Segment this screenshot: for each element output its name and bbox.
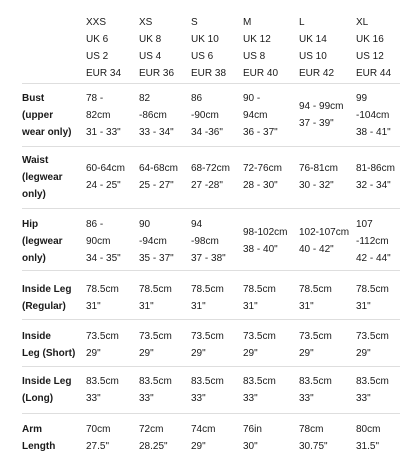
measurement-cell — [191, 328, 224, 362]
row-label — [22, 373, 71, 407]
measurement-cell-line: 29" — [139, 348, 154, 359]
size-header — [299, 14, 334, 82]
measurement-cell-line: 29" — [86, 348, 101, 359]
measurement-cell-line: 31" — [243, 301, 258, 312]
size-header-line: M — [243, 17, 252, 28]
measurement-cell — [356, 281, 389, 315]
size-header — [191, 14, 226, 82]
measurement-cell-line: 83.5cm — [191, 376, 224, 387]
row-divider — [22, 413, 400, 414]
measurement-cell — [139, 328, 172, 362]
measurement-cell-line: 33" — [299, 393, 314, 404]
measurement-cell-line: 78.5cm — [86, 284, 119, 295]
measurement-cell-line: 94cm — [243, 110, 268, 121]
measurement-cell — [356, 373, 389, 407]
measurement-cell-line: 64-68cm — [139, 163, 178, 174]
measurement-cell-line: 34 -36" — [191, 127, 223, 138]
measurement-cell-line: 90 - — [243, 93, 261, 104]
measurement-cell-line: -98cm — [191, 236, 219, 247]
measurement-cell — [243, 281, 276, 315]
row-divider — [22, 366, 400, 367]
measurement-cell — [356, 90, 391, 141]
row-label-line: (upper — [22, 110, 54, 121]
row-label-line: Length — [22, 441, 56, 452]
size-header-line: UK 12 — [243, 34, 271, 45]
measurement-cell-line: 78.5cm — [243, 284, 276, 295]
measurement-cell — [139, 160, 178, 194]
measurement-cell — [299, 281, 332, 315]
size-header-line: EUR 38 — [191, 68, 227, 79]
size-header — [243, 14, 278, 82]
measurement-cell-line: 78cm — [299, 424, 324, 435]
measurement-cell — [139, 216, 174, 267]
row-label — [22, 281, 71, 315]
size-header-line: EUR 36 — [139, 68, 175, 79]
measurement-cell-line: 33" — [356, 393, 371, 404]
measurement-cell-line: 29" — [191, 441, 206, 452]
measurement-cell-line: 86 — [191, 93, 203, 104]
row-label-line: Arm — [22, 424, 43, 435]
measurement-cell-line: 29" — [299, 348, 314, 359]
measurement-cell-line: 29" — [243, 348, 258, 359]
measurement-cell-line: 33" — [139, 393, 154, 404]
size-header-line: S — [191, 17, 198, 28]
measurement-cell-line: -112cm — [356, 236, 389, 247]
measurement-cell — [86, 90, 121, 141]
measurement-cell — [191, 373, 224, 407]
measurement-cell-line: 29" — [356, 348, 371, 359]
measurement-cell — [299, 328, 332, 362]
measurement-cell — [299, 224, 349, 258]
measurement-cell-line: 42 - 44" — [356, 253, 391, 264]
measurement-cell-line: 73.5cm — [86, 331, 119, 342]
row-divider — [22, 146, 400, 147]
size-header-line: US 4 — [139, 51, 162, 62]
measurement-cell-line: 83.5cm — [356, 376, 389, 387]
row-label — [22, 421, 55, 455]
size-header-line: XS — [139, 17, 153, 28]
measurement-cell-line: 82cm — [86, 110, 111, 121]
measurement-cell — [299, 98, 343, 132]
measurement-cell-line: 31" — [139, 301, 154, 312]
row-label-line: only) — [22, 189, 46, 200]
measurement-cell-line: 90cm — [86, 236, 111, 247]
measurement-cell-line: 36 - 37" — [243, 127, 278, 138]
row-label-line: wear only) — [22, 127, 72, 138]
size-header — [139, 14, 174, 82]
size-header — [356, 14, 391, 82]
size-header-line: UK 8 — [139, 34, 162, 45]
measurement-cell-line: 33 - 34" — [139, 127, 174, 138]
row-label-line: Leg (Short) — [22, 348, 76, 359]
measurement-cell-line: 81-86cm — [356, 163, 395, 174]
measurement-cell-line: 30 - 32" — [299, 180, 334, 191]
measurement-cell-line: 99 — [356, 93, 368, 104]
measurement-cell — [191, 421, 215, 455]
measurement-cell — [243, 90, 278, 141]
measurement-cell-line: 33" — [243, 393, 258, 404]
row-label-line: (Long) — [22, 393, 54, 404]
size-header-line: EUR 44 — [356, 68, 392, 79]
measurement-cell-line: 29" — [191, 348, 206, 359]
measurement-cell-line: 80cm — [356, 424, 381, 435]
measurement-cell-line: 78.5cm — [139, 284, 172, 295]
row-label-line: Inside Leg — [22, 284, 72, 295]
row-divider — [22, 208, 400, 209]
measurement-cell-line: 37 - 39" — [299, 118, 334, 129]
measurement-cell — [243, 373, 276, 407]
row-label-line: (legwear — [22, 236, 63, 247]
measurement-cell-line: 83.5cm — [243, 376, 276, 387]
measurement-cell-line: 86 - — [86, 219, 104, 230]
measurement-cell-line: 102-107cm — [299, 227, 350, 238]
measurement-cell — [191, 281, 224, 315]
measurement-cell-line: 31" — [86, 301, 101, 312]
measurement-cell — [139, 373, 172, 407]
measurement-cell — [243, 421, 262, 455]
measurement-cell-line: 94 - 99cm — [299, 101, 344, 112]
measurement-cell — [299, 160, 338, 194]
measurement-cell-line: 73.5cm — [191, 331, 224, 342]
measurement-cell — [243, 160, 282, 194]
measurement-cell-line: 40 - 42" — [299, 244, 334, 255]
measurement-cell-line: 78.5cm — [356, 284, 389, 295]
measurement-cell-line: 68-72cm — [191, 163, 230, 174]
measurement-cell — [139, 281, 172, 315]
measurement-cell — [86, 328, 119, 362]
measurement-cell-line: 33" — [191, 393, 206, 404]
measurement-cell — [299, 421, 328, 455]
measurement-cell-line: 35 - 37" — [139, 253, 174, 264]
row-label-line: Hip — [22, 219, 39, 230]
measurement-cell-line: 31 - 33" — [86, 127, 121, 138]
row-label — [22, 216, 63, 267]
measurement-cell-line: 83.5cm — [86, 376, 119, 387]
measurement-cell-line: 73.5cm — [139, 331, 172, 342]
measurement-cell-line: 24 - 25" — [86, 180, 121, 191]
measurement-cell-line: 73.5cm — [356, 331, 389, 342]
size-header-line: US 2 — [86, 51, 109, 62]
size-header-line: EUR 42 — [299, 68, 335, 79]
measurement-cell-line: 31" — [191, 301, 206, 312]
measurement-cell-line: 25 - 27" — [139, 180, 174, 191]
measurement-cell — [299, 373, 332, 407]
measurement-cell — [356, 328, 389, 362]
measurement-cell-line: 107 — [356, 219, 373, 230]
measurement-cell-line: 38 - 41" — [356, 127, 391, 138]
size-header-line: EUR 34 — [86, 68, 122, 79]
measurement-cell-line: 76in — [243, 424, 262, 435]
measurement-cell-line: 78.5cm — [299, 284, 332, 295]
row-label — [22, 90, 71, 141]
measurement-cell — [139, 90, 174, 141]
size-header-line: US 10 — [299, 51, 327, 62]
measurement-cell — [86, 281, 119, 315]
row-label-line: Waist — [22, 155, 49, 166]
row-label — [22, 328, 75, 362]
measurement-cell — [243, 328, 276, 362]
size-header-line: UK 6 — [86, 34, 109, 45]
measurement-cell-line: 76-81cm — [299, 163, 338, 174]
size-header-line: US 12 — [356, 51, 384, 62]
size-header-line: US 6 — [191, 51, 214, 62]
measurement-cell-line: 83.5cm — [299, 376, 332, 387]
size-header-line: US 8 — [243, 51, 266, 62]
measurement-cell-line: 73.5cm — [243, 331, 276, 342]
measurement-cell-line: 73.5cm — [299, 331, 332, 342]
measurement-cell-line: 28 - 30" — [243, 180, 278, 191]
row-label-line: Inside — [22, 331, 51, 342]
size-header — [86, 14, 121, 82]
row-divider — [22, 319, 400, 320]
row-divider — [22, 83, 400, 84]
measurement-cell-line: 27.5" — [86, 441, 110, 452]
measurement-cell-line: 98-102cm — [243, 227, 288, 238]
measurement-cell — [356, 421, 380, 455]
measurement-cell — [86, 216, 121, 267]
measurement-cell-line: 33" — [86, 393, 101, 404]
measurement-cell-line: 37 - 38" — [191, 253, 226, 264]
size-header-line: L — [299, 17, 305, 28]
size-header-line: UK 10 — [191, 34, 219, 45]
row-label-line: only) — [22, 253, 46, 264]
measurement-cell-line: 74cm — [191, 424, 216, 435]
measurement-cell-line: 70cm — [86, 424, 111, 435]
measurement-cell — [86, 421, 110, 455]
size-header-line: XXS — [86, 17, 107, 28]
size-header-line: UK 14 — [299, 34, 327, 45]
measurement-cell-line: 72cm — [139, 424, 164, 435]
row-label-line: (legwear — [22, 172, 63, 183]
measurement-cell — [86, 373, 119, 407]
measurement-cell-line: 72-76cm — [243, 163, 282, 174]
measurement-cell — [191, 90, 223, 141]
size-header-line: EUR 40 — [243, 68, 279, 79]
measurement-cell-line: 30.75" — [299, 441, 328, 452]
measurement-cell — [191, 216, 226, 267]
row-label-line: Inside Leg — [22, 376, 72, 387]
row-label — [22, 152, 63, 203]
measurement-cell-line: 28.25" — [139, 441, 168, 452]
measurement-cell-line: 27 -28" — [191, 180, 223, 191]
measurement-cell-line: 31.5" — [356, 441, 380, 452]
measurement-cell-line: 60-64cm — [86, 163, 125, 174]
measurement-cell — [86, 160, 125, 194]
row-divider — [22, 270, 400, 271]
measurement-cell-line: -86cm — [139, 110, 167, 121]
measurement-cell — [356, 216, 391, 267]
measurement-cell — [356, 160, 395, 194]
measurement-cell-line: -94cm — [139, 236, 167, 247]
size-header-line: UK 16 — [356, 34, 384, 45]
measurement-cell-line: 82 — [139, 93, 151, 104]
measurement-cell — [243, 224, 287, 258]
row-label-line: (Regular) — [22, 301, 66, 312]
measurement-cell-line: 38 - 40" — [243, 244, 278, 255]
measurement-cell — [139, 421, 168, 455]
measurement-cell-line: 78 - — [86, 93, 104, 104]
measurement-cell-line: 90 — [139, 219, 151, 230]
measurement-cell-line: 31" — [299, 301, 314, 312]
measurement-cell-line: -104cm — [356, 110, 390, 121]
measurement-cell-line: 31" — [356, 301, 371, 312]
measurement-cell-line: 83.5cm — [139, 376, 172, 387]
measurement-cell-line: 94 — [191, 219, 203, 230]
measurement-cell-line: 78.5cm — [191, 284, 224, 295]
measurement-cell — [191, 160, 230, 194]
measurement-cell-line: -90cm — [191, 110, 219, 121]
measurement-cell-line: 34 - 35" — [86, 253, 121, 264]
measurement-cell-line: 32 - 34" — [356, 180, 391, 191]
size-header-line: XL — [356, 17, 369, 28]
row-label-line: Bust — [22, 93, 45, 104]
measurement-cell-line: 30" — [243, 441, 258, 452]
